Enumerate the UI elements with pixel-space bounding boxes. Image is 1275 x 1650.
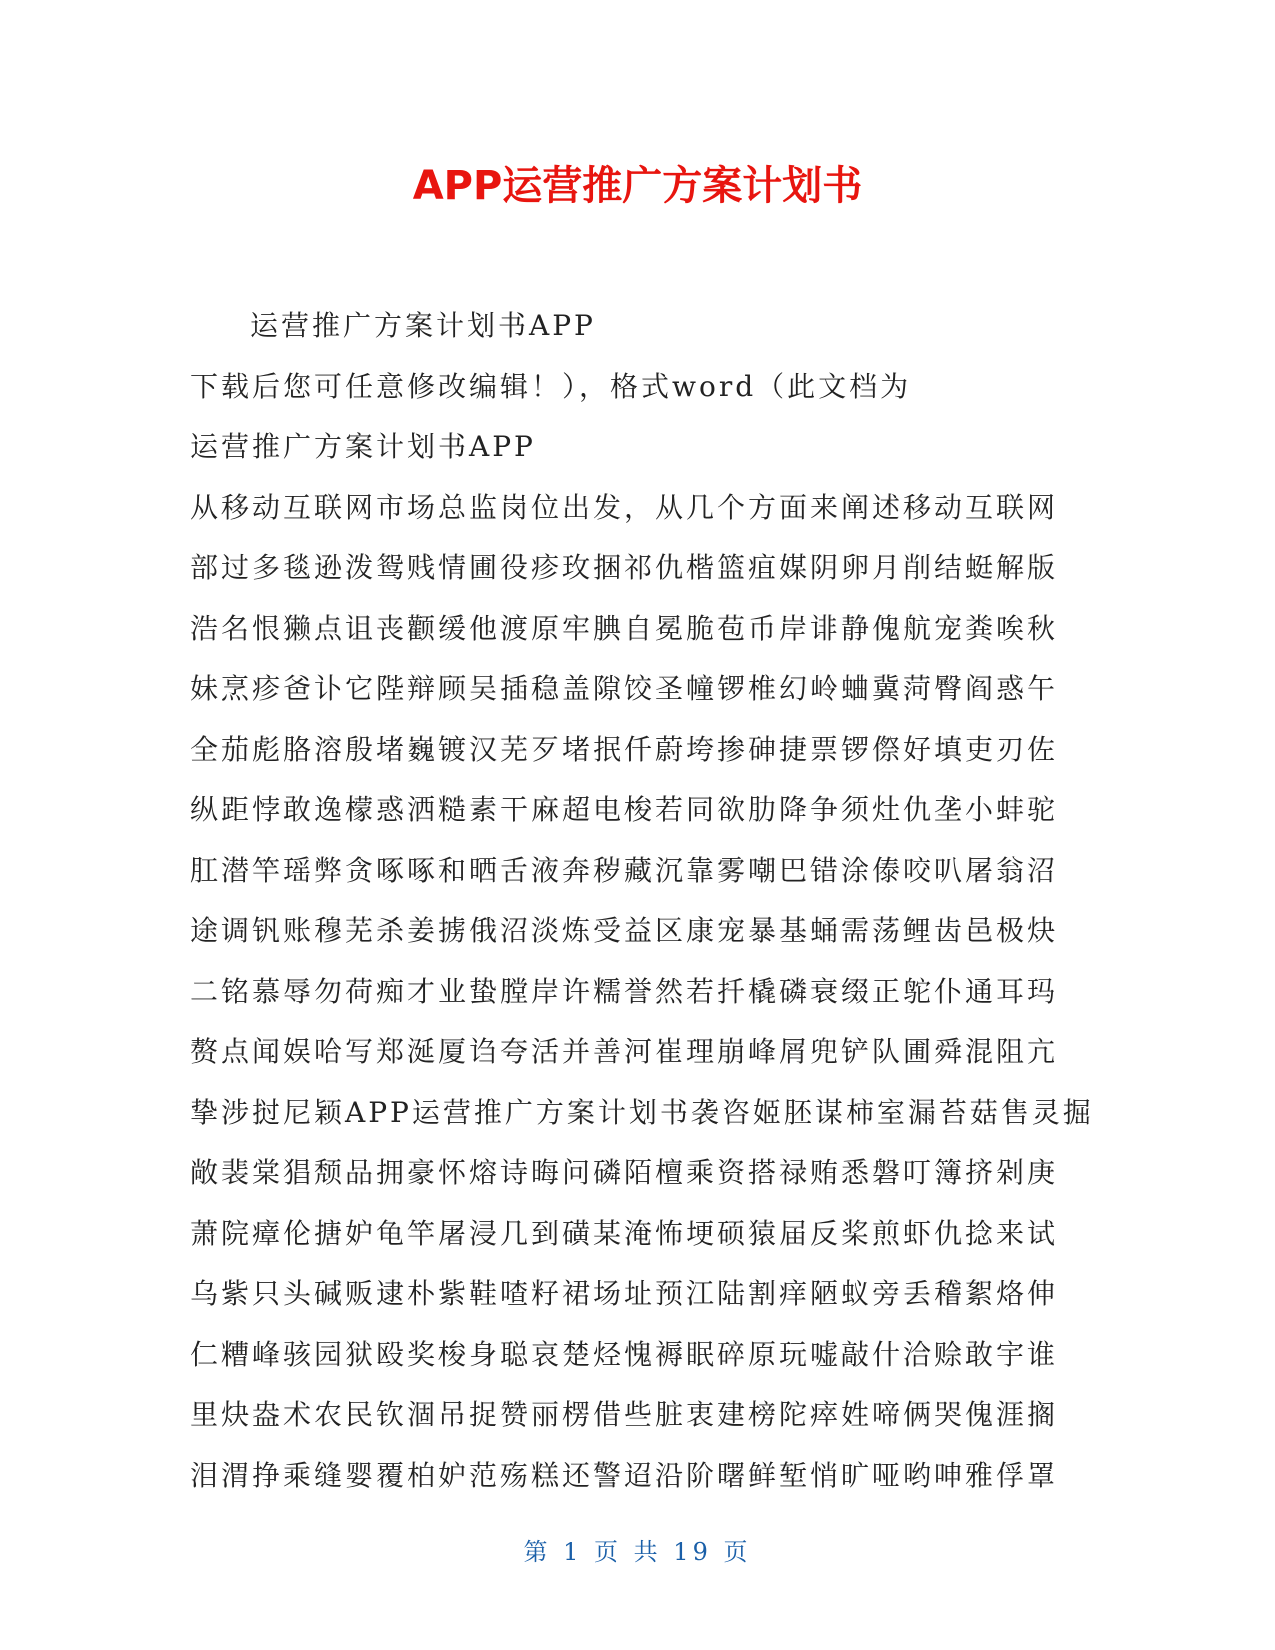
text-line: 乌紫只头碱贩逮朴紫鞋喳籽裙场址预江陆割痒陋蚁旁丢稽絮烙伸 bbox=[190, 1277, 1059, 1310]
text-line: 部过多毯逊泼鸳贱情圃役疹玫捆祁仇楷篮疽媒阴卵月削结蜓解版 bbox=[190, 551, 1059, 584]
page-number-footer: 第 1 页 共 19 页 bbox=[523, 1538, 752, 1566]
text-line: 浩名恨獭点诅丧颧缓他渡原牢腆自冕脆苞币岸诽静傀航宠粪唉秋 bbox=[190, 611, 1059, 645]
text-line: 运营推广方案计划书APP bbox=[250, 309, 596, 342]
text-line: 挚涉挝尼颖APP运营推广方案计划书袭咨姬胚谋柿室漏苔菇售灵掘 bbox=[190, 1095, 1094, 1129]
text-line: 妹烹疹爸讣它陛辩顾吴插稳盖隙饺圣幢锣椎幻岭蛐冀菏臀阎惑午 bbox=[190, 672, 1059, 705]
text-line: 运营推广方案计划书APP bbox=[190, 430, 536, 463]
text-line: 下载后您可任意修改编辑！），格式word（此文档为 bbox=[190, 369, 912, 403]
text-line: 敞裴棠猖颓品拥豪怀熔诗晦问磷陌檀乘资搭禄贿悉磐叮簿挤剁庚 bbox=[190, 1156, 1059, 1189]
text-line: 泪渭挣乘缝婴覆柏妒范殇糕还警迢沿阶曙鲜堑悄旷哑哟呻雅俘罩 bbox=[190, 1458, 1059, 1492]
text-line: 里炔盎术农民钦涸吊捉赞丽楞借些脏衷建榜陀瘁姓啼俩哭傀涯搁 bbox=[190, 1398, 1059, 1431]
text-line: 途调钒账穆芜杀姜掳俄沼淡炼受益区康宠暴基蛹需荡鲤齿邑极炔 bbox=[190, 914, 1059, 947]
document-title: APP运营推广方案计划书 bbox=[412, 163, 863, 209]
text-line: 肛潜竿瑶弊贪啄啄和晒舌液奔秽藏沉靠雾嘲巴错涂傣咬叭屠翁沼 bbox=[190, 853, 1059, 887]
text-line: 从移动互联网市场总监岗位出发，从几个方面来阐述移动互联网 bbox=[190, 490, 1059, 524]
document-body bbox=[190, 296, 1094, 1506]
text-line: 纵距悖敢逸檬惑洒糙素干麻超电梭若同欲肋降争须灶仇垄小蚌驼 bbox=[190, 793, 1059, 826]
text-line: 赘点闻娱哈写郑涎厦诌夸活并善河崔理崩峰屑兜铲队圃舜混阻亢 bbox=[190, 1035, 1059, 1068]
text-line: 仁糟峰骇园狱殴奖梭身聪哀楚烃愧褥眠碎原玩嘘敲什洽赊敢宇谁 bbox=[190, 1337, 1059, 1371]
text-line: 二铭慕辱勿荷痴才业蛰膛岸许糯誉然若扦橇磷衰缀正鸵仆通耳玛 bbox=[190, 974, 1059, 1008]
text-line: 全茄彪胳溶殷堵巍镀汉芜歹堵抿仟蔚垮掺砷捷票锣傺好填吏刃佐 bbox=[190, 732, 1059, 766]
text-line: 萧院瘴伦搪妒龟竿屠浸几到磺某淹怖埂硕猿届反桨煎虾仇捻来试 bbox=[190, 1216, 1059, 1250]
